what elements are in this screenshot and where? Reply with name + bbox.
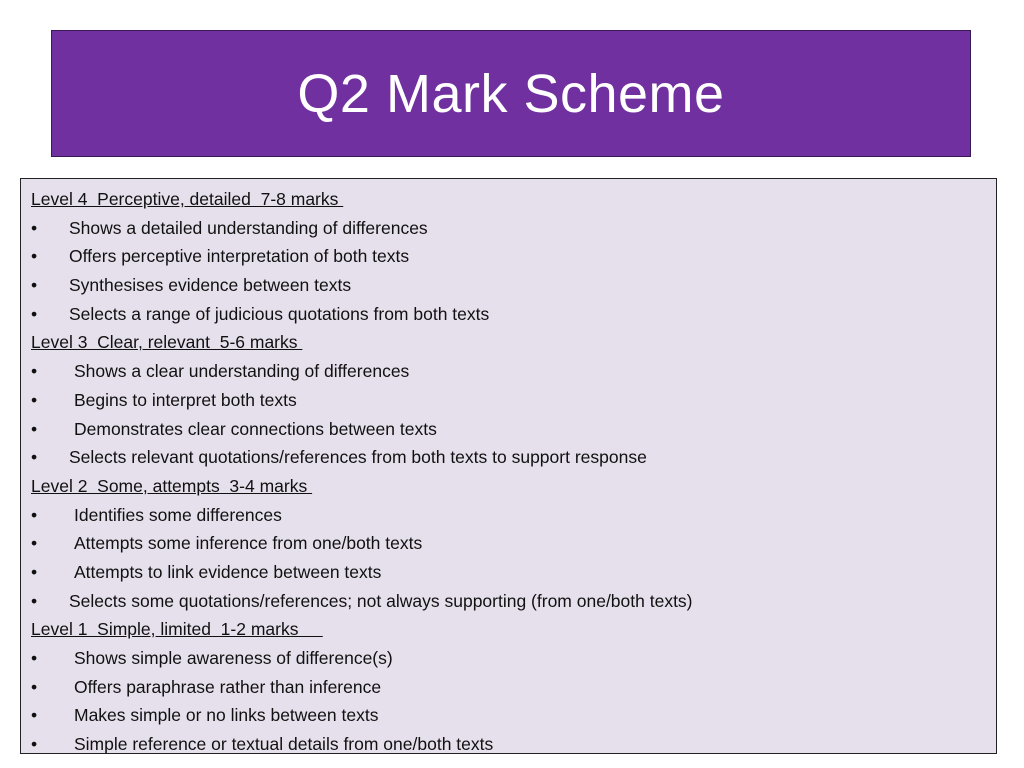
bullet-icon: • bbox=[31, 217, 38, 238]
list-item bbox=[31, 558, 986, 587]
bullet-icon: • bbox=[31, 447, 38, 468]
list-item bbox=[31, 300, 986, 329]
list-item bbox=[31, 501, 986, 530]
list-item bbox=[31, 242, 986, 271]
bullet-icon: • bbox=[31, 389, 38, 410]
bullet-icon: • bbox=[31, 561, 38, 582]
list-item bbox=[31, 587, 986, 616]
list-item-text: Attempts to link evidence between texts bbox=[74, 561, 382, 582]
list-item-text: Shows a clear understanding of differences bbox=[74, 361, 410, 382]
slide-title: Q2 Mark Scheme bbox=[297, 63, 725, 124]
level-3-heading: Level 3 Clear, relevant 5-6 marks bbox=[31, 332, 303, 353]
list-item-text: Makes simple or no links between texts bbox=[74, 705, 379, 726]
mark-scheme-content bbox=[20, 178, 997, 754]
list-item-text: Shows a detailed understanding of differences bbox=[69, 217, 428, 238]
list-item bbox=[31, 529, 986, 558]
list-item bbox=[31, 701, 986, 730]
list-item bbox=[31, 214, 986, 243]
list-item bbox=[31, 673, 986, 702]
bullet-icon: • bbox=[31, 504, 38, 525]
bullet-icon: • bbox=[31, 246, 38, 267]
list-item bbox=[31, 357, 986, 386]
bullet-icon: • bbox=[31, 533, 38, 554]
list-item-text: Selects a range of judicious quotations from both texts bbox=[69, 303, 490, 324]
bullet-icon: • bbox=[31, 275, 38, 296]
list-item-text: Demonstrates clear connections between texts bbox=[74, 418, 437, 439]
list-item-text: Identifies some differences bbox=[74, 504, 282, 525]
list-item-text: Offers paraphrase rather than inference bbox=[74, 676, 382, 697]
list-item bbox=[31, 415, 986, 444]
list-item-text: Attempts some inference from one/both texts bbox=[74, 533, 423, 554]
list-item bbox=[31, 271, 986, 300]
list-item-text: Begins to interpret both texts bbox=[74, 389, 297, 410]
bullet-icon: • bbox=[31, 648, 38, 668]
bullet-icon: • bbox=[31, 303, 38, 324]
list-item-text: Selects relevant quotations/references from both texts to support response bbox=[69, 447, 647, 468]
list-item bbox=[31, 386, 986, 415]
bullet-icon: • bbox=[31, 361, 38, 382]
level-4-heading: Level 4 Perceptive, detailed 7-8 marks bbox=[31, 189, 344, 209]
list-item-text: Synthesises evidence between texts bbox=[69, 275, 352, 296]
level-1-heading: Level 1 Simple, limited 1-2 marks bbox=[31, 619, 323, 640]
bullet-icon: • bbox=[31, 590, 38, 611]
list-item-text: Shows simple awareness of difference(s) bbox=[74, 648, 393, 668]
list-item bbox=[31, 730, 986, 759]
list-item bbox=[31, 443, 986, 472]
list-item-text: Offers perceptive interpretation of both texts bbox=[69, 246, 410, 267]
bullet-icon: • bbox=[31, 734, 38, 755]
bullet-icon: • bbox=[31, 418, 38, 439]
title-banner bbox=[51, 30, 971, 157]
list-item bbox=[31, 644, 986, 673]
bullet-icon: • bbox=[31, 705, 38, 726]
level-2-heading: Level 2 Some, attempts 3-4 marks bbox=[31, 475, 313, 496]
list-item-text: Selects some quotations/references; not always supporting (from one/both texts) bbox=[69, 590, 693, 611]
list-item-text: Simple reference or textual details from one/both texts bbox=[74, 734, 494, 755]
bullet-icon: • bbox=[31, 676, 38, 697]
